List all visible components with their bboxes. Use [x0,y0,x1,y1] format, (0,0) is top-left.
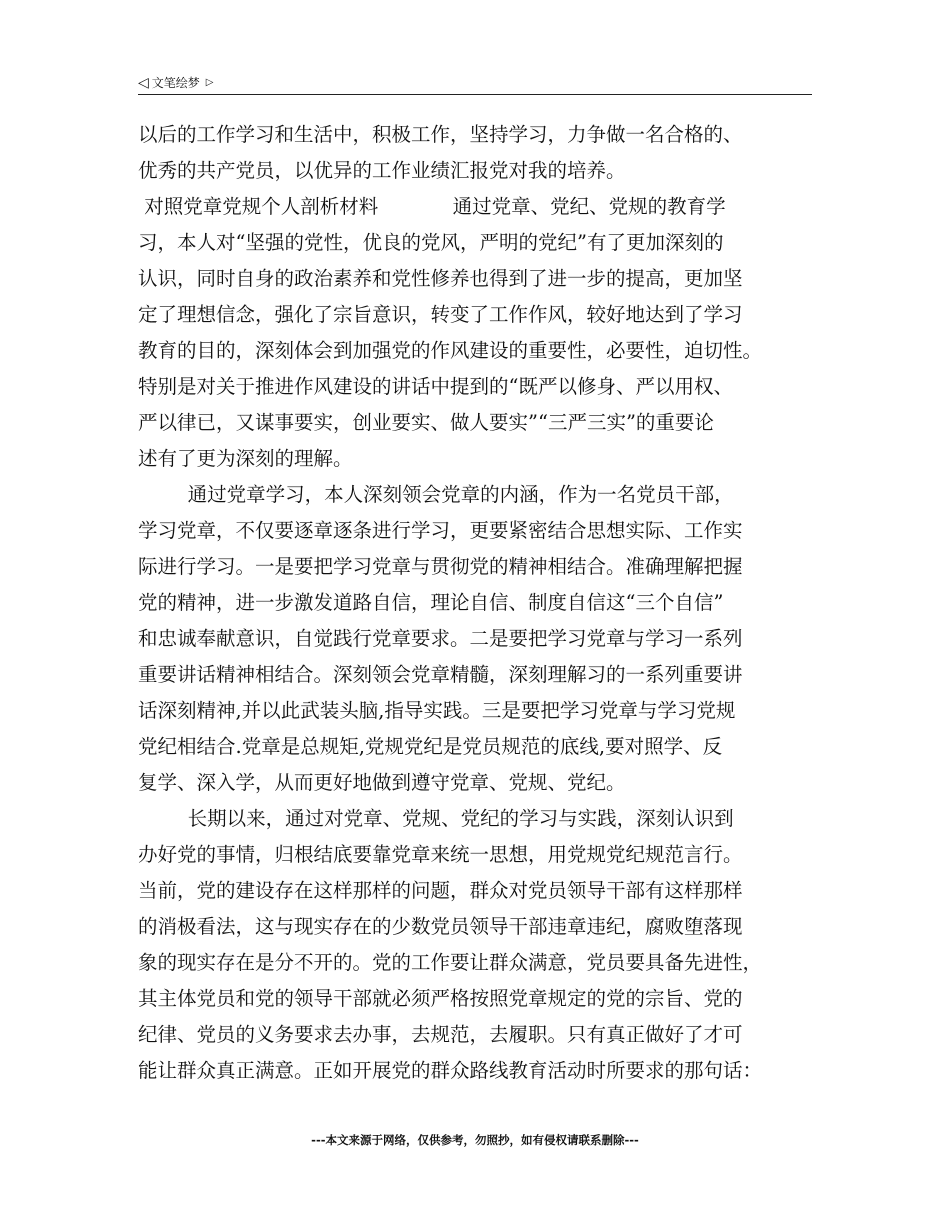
page-header [138,72,812,95]
text-line: 际进行学习。一是要把学习党章与贯彻党的精神相结合。准确理解把握 [138,555,743,578]
text-line: 当前，党的建设存在这样那样的问题，群众对党员领导干部有这样那样 [138,879,743,902]
text-line: 重要讲话精神相结合。深刻领会党章精髓，深刻理解习的一系列重要讲 [138,663,743,686]
text-line: 教育的目的，深刻体会到加强党的作风建设的重要性，必要性，迫切性。 [138,339,763,362]
text-line: 优秀的共产党员，以优异的工作业绩汇报党对我的培养。 [138,159,626,182]
text-line: 复学、深入学，从而更好地做到遵守党章、党规、党纪。 [138,771,626,794]
text-line: 象的现实存在是分不开的。党的工作要让群众满意，党员要具备先进性， [138,951,763,974]
text-line: 以后的工作学习和生活中，积极工作，坚持学习，力争做一名合格的、 [138,123,743,146]
text-line: 通过党章学习，本人深刻领会党章的内涵，作为一名党员干部， [138,483,734,506]
text-line: 特别是对关于推进作风建设的讲话中提到的“既严以修身、严以用权、 [138,375,733,398]
text-line: 能让群众真正满意。正如开展党的群众路线教育活动时所要求的那句话： [138,1059,763,1082]
header-title: 文笔绘梦 [151,76,200,90]
text-line: 党的精神，进一步激发道路自信，理论自信、制度自信这“三个自信” [138,591,724,614]
text-line: 的消极看法，这与现实存在的少数党员领导干部违章违纪，腐败堕落现 [138,915,743,938]
text-line: 严以律已，又谋事要实，创业要实、做人要实”“三严三实”的重要论 [138,411,714,434]
triangle-right-icon: ▷ [205,77,214,88]
text-line: 长期以来，通过对党章、党规、党纪的学习与实践，深刻认识到 [138,807,734,830]
triangle-left-icon: ◁ [138,75,149,91]
text-line: 认识，同时自身的政治素养和党性修养也得到了进一步的提高，更加坚 [138,267,743,290]
text-line: 纪律、党员的义务要求去办事，去规范，去履职。只有真正做好了才可 [138,1023,743,1046]
text-line: 定了理想信念，强化了宗旨意识，转变了工作作风，较好地达到了学习 [138,303,743,326]
text-line: 习，本人对“坚强的党性，优良的党风，严明的党纪”有了更加深刻的 [138,231,724,254]
text-line: 对照党章党规个人剖析材料 通过党章、党纪、党规的教育学 [138,195,726,218]
text-line: 述有了更为深刻的理解。 [138,447,353,470]
footer-disclaimer: ---本文来源于网络，仅供参考，勿照抄，如有侵权请联系删除--- [311,1133,639,1147]
text-line: 话深刻精神,并以此武装头脑,指导实践。三是要把学习党章与学习党规 [138,699,736,722]
text-line: 学习党章，不仅要逐章逐条进行学习，更要紧密结合思想实际、工作实 [138,519,743,542]
text-line: 办好党的事情，归根结底要靠党章来统一思想，用党规党纪规范言行。 [138,843,743,866]
text-line: 和忠诚奉献意识，自觉践行党章要求。二是要把学习党章与学习一系列 [138,627,743,650]
text-line: 其主体党员和党的领导干部就必须严格按照党章规定的党的宗旨、党的 [138,987,743,1010]
text-line: 党纪相结合.党章是总规矩,党规党纪是党员规范的底线,要对照学、反 [138,735,723,758]
document-body [138,117,818,1089]
